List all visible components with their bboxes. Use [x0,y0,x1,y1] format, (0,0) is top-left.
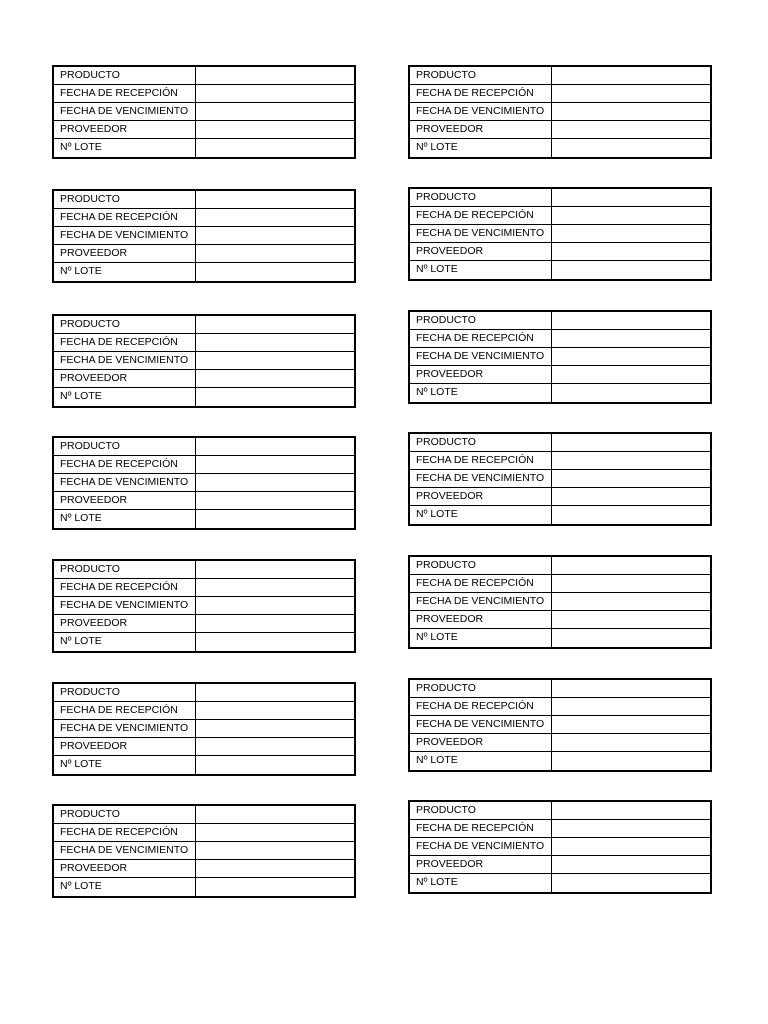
label-row [54,352,354,370]
field-value-cell[interactable] [196,806,354,823]
field-value-cell[interactable] [552,67,710,84]
label-card-right-5 [408,555,712,649]
label-row [410,874,710,892]
label-row [54,738,354,756]
label-row [54,702,354,720]
field-value-cell[interactable] [196,85,354,102]
field-name: FECHA DE RECEPCIÓN [54,456,196,473]
label-row [410,575,710,593]
field-value-cell[interactable] [196,510,354,528]
field-name: PRODUCTO [54,67,196,84]
field-value-cell[interactable] [196,67,354,84]
field-value-cell[interactable] [196,334,354,351]
field-name: FECHA DE RECEPCIÓN [54,209,196,226]
label-row [410,557,710,575]
field-name: FECHA DE RECEPCIÓN [410,820,552,837]
field-value-cell[interactable] [196,474,354,491]
field-value-cell[interactable] [196,139,354,157]
label-row [54,209,354,227]
label-row [410,856,710,874]
field-value-cell[interactable] [552,330,710,347]
label-row [410,225,710,243]
label-row [410,121,710,139]
field-name: Nº LOTE [410,139,552,157]
field-value-cell[interactable] [196,316,354,333]
field-value-cell[interactable] [552,856,710,873]
field-value-cell[interactable] [196,842,354,859]
field-value-cell[interactable] [196,684,354,701]
label-row [410,103,710,121]
field-value-cell[interactable] [552,225,710,242]
field-value-cell[interactable] [196,191,354,208]
field-name: FECHA DE VENCIMIENTO [54,720,196,737]
field-name: FECHA DE VENCIMIENTO [410,593,552,610]
label-card-right-6 [408,678,712,772]
field-name: PROVEEDOR [410,366,552,383]
label-row [54,191,354,209]
field-value-cell[interactable] [196,597,354,614]
label-row [410,752,710,770]
field-name: PROVEEDOR [410,488,552,505]
field-name: Nº LOTE [410,261,552,279]
field-value-cell[interactable] [552,680,710,697]
field-value-cell[interactable] [552,629,710,647]
label-row [410,207,710,225]
field-name: FECHA DE RECEPCIÓN [410,452,552,469]
field-value-cell[interactable] [196,878,354,896]
field-value-cell[interactable] [196,121,354,138]
label-card-right-7 [408,800,712,894]
field-name: FECHA DE RECEPCIÓN [410,698,552,715]
field-name: Nº LOTE [54,388,196,406]
label-row [410,820,710,838]
field-value-cell[interactable] [196,388,354,406]
field-value-cell[interactable] [196,370,354,387]
field-name: Nº LOTE [410,752,552,770]
label-row [54,67,354,85]
field-name: PROVEEDOR [54,492,196,509]
label-card-right-2 [408,187,712,281]
label-row [54,316,354,334]
field-value-cell[interactable] [196,720,354,737]
label-row [54,684,354,702]
field-name: PROVEEDOR [54,615,196,632]
label-card-left-6 [52,682,356,776]
label-row [54,438,354,456]
field-name: PRODUCTO [54,438,196,455]
field-name: PROVEEDOR [410,121,552,138]
label-row [54,388,354,406]
field-name: PRODUCTO [410,680,552,697]
field-value-cell[interactable] [552,470,710,487]
label-card-left-5 [52,559,356,653]
label-card-left-2 [52,189,356,283]
label-row [410,802,710,820]
field-name: FECHA DE VENCIMIENTO [54,103,196,120]
field-value-cell[interactable] [552,698,710,715]
label-row [54,878,354,896]
field-value-cell[interactable] [552,261,710,279]
label-row [54,720,354,738]
field-name: PRODUCTO [410,67,552,84]
field-name: FECHA DE RECEPCIÓN [410,85,552,102]
field-name: FECHA DE RECEPCIÓN [54,702,196,719]
field-name: PRODUCTO [54,191,196,208]
field-name: FECHA DE VENCIMIENTO [54,352,196,369]
field-name: PRODUCTO [54,684,196,701]
field-value-cell[interactable] [552,874,710,892]
field-name: PROVEEDOR [54,738,196,755]
field-value-cell[interactable] [552,452,710,469]
label-row [54,456,354,474]
label-card-left-4 [52,436,356,530]
field-value-cell[interactable] [196,561,354,578]
field-value-cell[interactable] [552,734,710,751]
label-row [410,698,710,716]
field-value-cell[interactable] [552,312,710,329]
label-row [410,629,710,647]
label-row [410,506,710,524]
label-row [54,227,354,245]
field-value-cell[interactable] [196,352,354,369]
field-name: FECHA DE VENCIMIENTO [410,103,552,120]
field-value-cell[interactable] [552,366,710,383]
field-value-cell[interactable] [196,860,354,877]
field-name: PROVEEDOR [54,245,196,262]
label-row [410,348,710,366]
field-value-cell[interactable] [196,103,354,120]
field-name: FECHA DE VENCIMIENTO [54,597,196,614]
label-card-left-7 [52,804,356,898]
field-name: FECHA DE VENCIMIENTO [54,474,196,491]
field-value-cell[interactable] [196,633,354,651]
field-value-cell[interactable] [552,838,710,855]
field-value-cell[interactable] [552,384,710,402]
field-value-cell[interactable] [196,227,354,244]
field-value-cell[interactable] [196,824,354,841]
label-row [54,824,354,842]
label-row [410,716,710,734]
field-name: Nº LOTE [54,139,196,157]
field-value-cell[interactable] [552,611,710,628]
label-row [410,434,710,452]
field-value-cell[interactable] [552,506,710,524]
field-name: FECHA DE VENCIMIENTO [410,470,552,487]
label-row [54,756,354,774]
label-row [54,579,354,597]
label-row [410,611,710,629]
field-name: FECHA DE RECEPCIÓN [54,824,196,841]
field-value-cell[interactable] [196,263,354,281]
label-card-left-1 [52,65,356,159]
label-row [410,67,710,85]
label-row [410,261,710,279]
field-name: Nº LOTE [410,874,552,892]
label-row [54,806,354,824]
field-name: FECHA DE RECEPCIÓN [54,579,196,596]
label-row [54,139,354,157]
field-name: PROVEEDOR [54,121,196,138]
field-value-cell[interactable] [552,575,710,592]
label-card-right-1 [408,65,712,159]
field-name: Nº LOTE [54,756,196,774]
field-value-cell[interactable] [552,348,710,365]
label-row [54,597,354,615]
label-row [410,452,710,470]
field-name: PRODUCTO [410,189,552,206]
field-name: FECHA DE RECEPCIÓN [410,330,552,347]
label-row [54,245,354,263]
field-name: Nº LOTE [54,510,196,528]
label-row [410,593,710,611]
field-name: PROVEEDOR [410,611,552,628]
field-value-cell[interactable] [552,488,710,505]
label-row [54,492,354,510]
field-name: FECHA DE VENCIMIENTO [410,225,552,242]
field-value-cell[interactable] [552,85,710,102]
field-value-cell[interactable] [552,434,710,451]
field-name: PRODUCTO [54,806,196,823]
field-value-cell[interactable] [552,139,710,157]
label-card-left-3 [52,314,356,408]
field-name: FECHA DE VENCIMIENTO [410,348,552,365]
label-row [54,510,354,528]
label-row [54,633,354,651]
label-card-right-4 [408,432,712,526]
field-name: PRODUCTO [410,434,552,451]
field-name: FECHA DE RECEPCIÓN [54,334,196,351]
field-name: Nº LOTE [54,263,196,281]
field-name: PRODUCTO [54,561,196,578]
field-name: PROVEEDOR [410,856,552,873]
label-row [54,121,354,139]
field-name: FECHA DE VENCIMIENTO [54,227,196,244]
label-row [410,189,710,207]
field-value-cell[interactable] [552,557,710,574]
label-row [410,384,710,402]
field-name: Nº LOTE [410,384,552,402]
field-value-cell[interactable] [196,492,354,509]
field-value-cell[interactable] [196,756,354,774]
field-name: PRODUCTO [410,557,552,574]
label-row [54,85,354,103]
field-name: FECHA DE RECEPCIÓN [410,575,552,592]
label-row [410,838,710,856]
label-row [54,842,354,860]
label-row [54,334,354,352]
field-value-cell[interactable] [196,245,354,262]
label-row [54,474,354,492]
label-row [54,860,354,878]
field-name: PRODUCTO [410,802,552,819]
label-row [410,312,710,330]
field-name: PROVEEDOR [54,370,196,387]
field-name: Nº LOTE [54,633,196,651]
label-row [54,263,354,281]
field-value-cell[interactable] [196,702,354,719]
field-name: FECHA DE VENCIMIENTO [54,842,196,859]
field-name: PRODUCTO [410,312,552,329]
label-row [410,734,710,752]
field-value-cell[interactable] [552,752,710,770]
label-row [410,470,710,488]
field-value-cell[interactable] [552,243,710,260]
field-value-cell[interactable] [552,103,710,120]
label-row [410,330,710,348]
field-value-cell[interactable] [552,820,710,837]
label-row [410,243,710,261]
field-name: PROVEEDOR [54,860,196,877]
field-name: Nº LOTE [54,878,196,896]
label-row [410,366,710,384]
field-value-cell[interactable] [196,738,354,755]
field-value-cell[interactable] [196,456,354,473]
field-value-cell[interactable] [552,716,710,733]
field-value-cell[interactable] [552,207,710,224]
field-value-cell[interactable] [552,189,710,206]
label-row [410,85,710,103]
label-card-right-3 [408,310,712,404]
field-name: FECHA DE RECEPCIÓN [54,85,196,102]
label-row [54,615,354,633]
label-row [410,488,710,506]
field-value-cell[interactable] [196,615,354,632]
field-name: FECHA DE VENCIMIENTO [410,838,552,855]
label-row [410,139,710,157]
field-value-cell[interactable] [552,121,710,138]
field-name: Nº LOTE [410,506,552,524]
label-row [54,370,354,388]
label-row [54,561,354,579]
field-value-cell[interactable] [196,438,354,455]
field-name: PROVEEDOR [410,243,552,260]
field-value-cell[interactable] [552,802,710,819]
field-value-cell[interactable] [196,209,354,226]
label-row [410,680,710,698]
field-value-cell[interactable] [552,593,710,610]
field-value-cell[interactable] [196,579,354,596]
field-name: PRODUCTO [54,316,196,333]
field-name: FECHA DE VENCIMIENTO [410,716,552,733]
field-name: FECHA DE RECEPCIÓN [410,207,552,224]
field-name: Nº LOTE [410,629,552,647]
label-row [54,103,354,121]
field-name: PROVEEDOR [410,734,552,751]
